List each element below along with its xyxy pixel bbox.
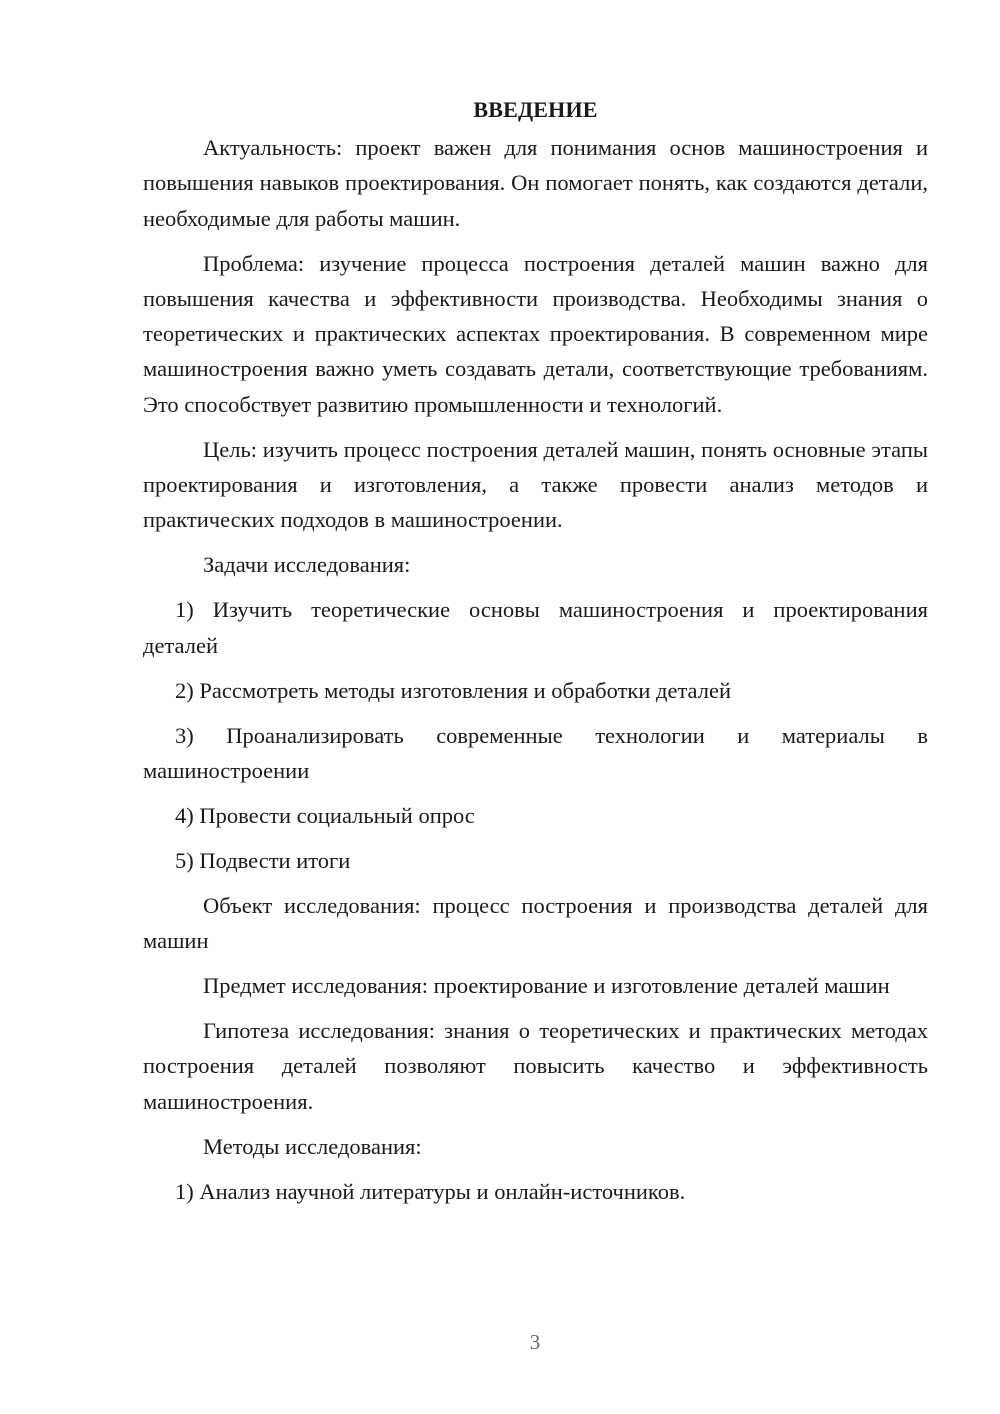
list-item-task-4: 4) Провести социальный опрос bbox=[175, 802, 475, 828]
paragraph-tasks-heading: Задачи исследования: bbox=[203, 552, 411, 578]
paragraph-object: Объект исследования: процесс построения и производства деталей для машин bbox=[143, 892, 928, 954]
section-title: ВВЕДЕНИЕ bbox=[473, 97, 598, 122]
page-number: 3 bbox=[529, 1330, 541, 1354]
list-item-task-1: 1) Изучить теоретические основы машиностроения и проектирования деталей bbox=[143, 597, 928, 658]
paragraph-relevance: Актуальность: проект важен для понимания основ машиностроения и повышения навыков проектирования. Он помогает понять, как создаются детали, необходимые для работы машин. bbox=[143, 135, 928, 231]
paragraph-methods-heading: Методы исследования: bbox=[203, 1133, 422, 1159]
document-page bbox=[143, 92, 928, 1219]
paragraph-problem: Проблема: изучение процесса построения деталей машин важно для повышения качества и эффективности производства. Необходимы знания о теоретических и практических аспектах проектирования. В современном мире машиностроения важно уметь создавать детали, соответствующие требованиям. Это способствует развитию промышленности и технологий. bbox=[143, 250, 928, 417]
list-item-task-2: 2) Рассмотреть методы изготовления и обработки деталей bbox=[175, 677, 731, 703]
paragraph-hypothesis: Гипотеза исследования: знания о теоретических и практических методах построения деталей позволяют повысить качество и эффективность машиностроения. bbox=[143, 1018, 928, 1114]
list-item-method-1: 1) Анализ научной литературы и онлайн-источников. bbox=[175, 1178, 686, 1204]
paragraph-subject: Предмет исследования: проектирование и изготовление деталей машин bbox=[203, 973, 890, 999]
list-item-task-3: 3) Проанализировать современные технологии и материалы в машиностроении bbox=[143, 722, 928, 783]
paragraph-goal: Цель: изучить процесс построения деталей машин, понять основные этапы проектирования и изготовления, а также провести анализ методов и практических подходов в машиностроении. bbox=[143, 436, 928, 533]
list-item-task-5: 5) Подвести итоги bbox=[175, 847, 351, 873]
